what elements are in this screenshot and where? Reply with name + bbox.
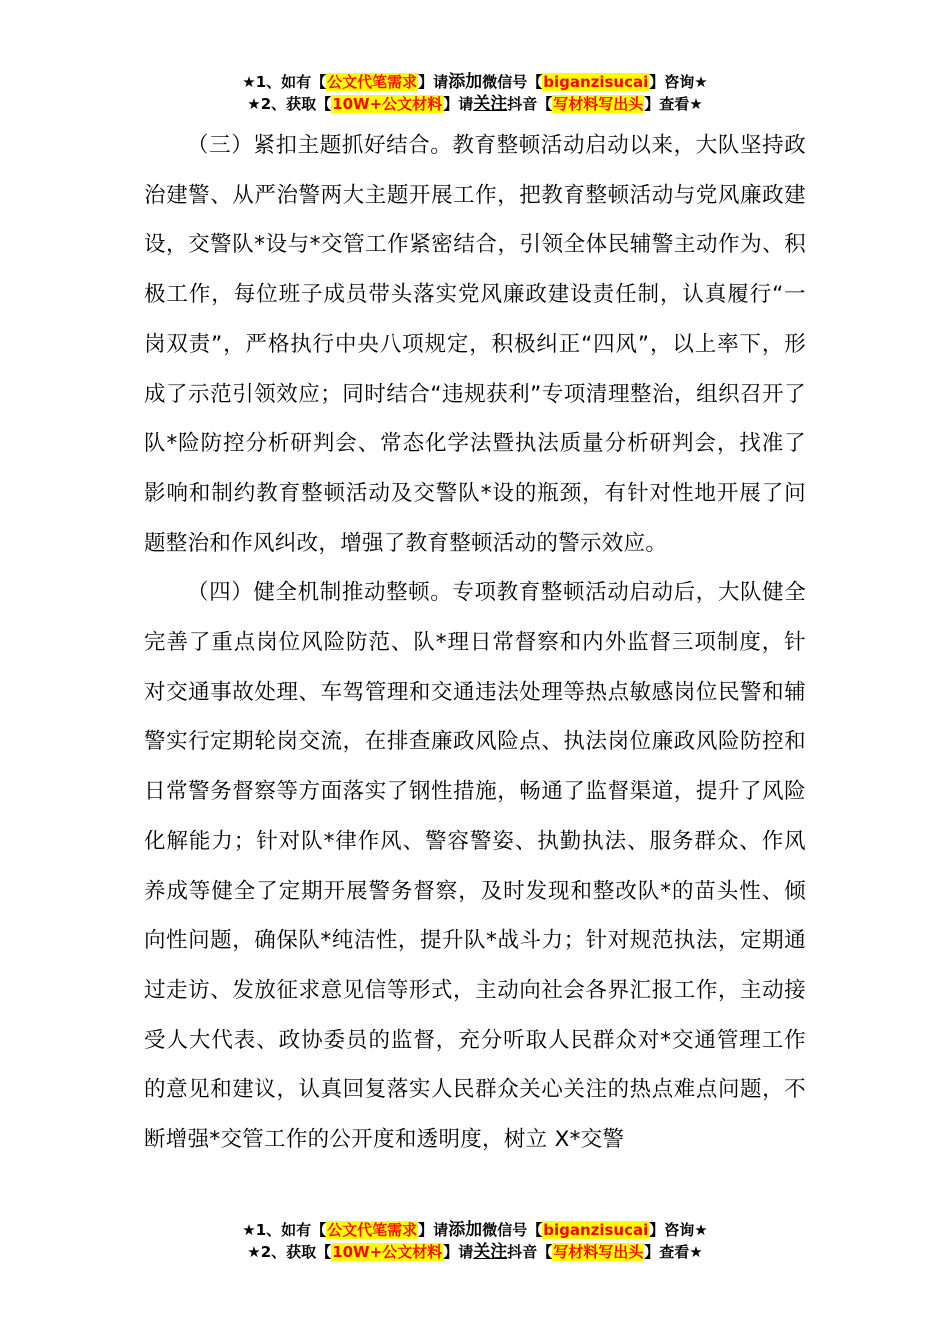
- banner-line-1: [0, 71, 950, 93]
- banner-emphasis: 添加: [448, 72, 483, 92]
- banner-line-2: [0, 1241, 950, 1263]
- banner-emphasis: 关注: [473, 94, 508, 114]
- banner-line-1: [0, 1219, 950, 1241]
- banner-text: ★2、获取【: [247, 1243, 332, 1261]
- highlight-service: 公文代笔需求: [327, 73, 418, 91]
- banner-text: 微信号【: [482, 1221, 543, 1239]
- banner-text: 】请: [418, 73, 449, 91]
- highlight-wechat-id: biganzisucai: [543, 73, 649, 91]
- highlight-douyin-account: 写材料写出头: [553, 1243, 644, 1261]
- top-banner: [0, 71, 950, 115]
- banner-text: 抖音【: [507, 1243, 553, 1261]
- banner-line-2: [0, 93, 950, 115]
- banner-text: ★1、如有【: [242, 73, 327, 91]
- banner-text: 】查看★: [644, 1243, 703, 1261]
- banner-text: 】请: [443, 1243, 474, 1261]
- banner-text: 抖音【: [507, 95, 553, 113]
- paragraph-3: （三）紧扣主题抓好结合。教育整顿活动启动以来，大队坚持政治建警、从严治警两大主题开展工作，把教育整顿活动与党风廉政建设，交警队*设与*交管工作紧密结合，引领全体民辅警主动作为、积极工作，每位班子成员带头落实党风廉政建设责任制，认真履行“一岗双责”，严格执行中央八项规定，积极纠正“四风”，以上率下，形成了示范引领效应；同时结合“违规获利”专项清理整治，组织召开了队*险防控分析研判会、常态化学法暨执法质量分析研判会，找准了影响和制约教育整顿活动及交警队*设的瓶颈，有针对性地开展了问题整治和作风纠改，增强了教育整顿活动的警示效应。: [144, 133, 806, 556]
- paragraph-4: （四）健全机制推动整顿。专项教育整顿活动启动后，大队健全完善了重点岗位风险防范、队*理日常督察和内外监督三项制度，针对交通事故处理、车驾管理和交通违法处理等热点敏感岗位民警和辅警实行定期轮岗交流，在排查廉政风险点、执法岗位廉政风险防控和日常警务督察等方面落实了钢性措施，畅通了监督渠道，提升了风险化解能力；针对队*律作风、警容警姿、执勤执法、服务群众、作风养成等健全了定期开展警务督察，及时发现和整改队*的苗头性、倾向性问题，确保队*纯洁性，提升队*战斗力；针对规范执法，定期通过走访、发放征求意见信等形式，主动向社会各界汇报工作，主动接受人大代表、政协委员的监督，充分听取人民群众对*交通管理工作的意见和建议，认真回复落实人民群众关心关注的热点难点问题，不断增强*交管工作的公开度和透明度，树立 X*交警: [144, 580, 806, 1153]
- banner-emphasis: 添加: [448, 1220, 483, 1240]
- highlight-materials: 10W+公文材料: [332, 1243, 443, 1261]
- banner-text: 】咨询★: [649, 1221, 708, 1239]
- banner-emphasis: 关注: [473, 1242, 508, 1262]
- highlight-wechat-id: biganzisucai: [543, 1221, 649, 1239]
- banner-text: 】查看★: [644, 95, 703, 113]
- banner-text: 】请: [418, 1221, 449, 1239]
- banner-text: 】咨询★: [649, 73, 708, 91]
- banner-text: ★2、获取【: [247, 95, 332, 113]
- bottom-banner: [0, 1219, 950, 1263]
- banner-text: ★1、如有【: [242, 1221, 327, 1239]
- highlight-service: 公文代笔需求: [327, 1221, 418, 1239]
- banner-text: 】请: [443, 95, 474, 113]
- highlight-douyin-account: 写材料写出头: [553, 95, 644, 113]
- document-body: [144, 121, 806, 1165]
- highlight-materials: 10W+公文材料: [332, 95, 443, 113]
- banner-text: 微信号【: [482, 73, 543, 91]
